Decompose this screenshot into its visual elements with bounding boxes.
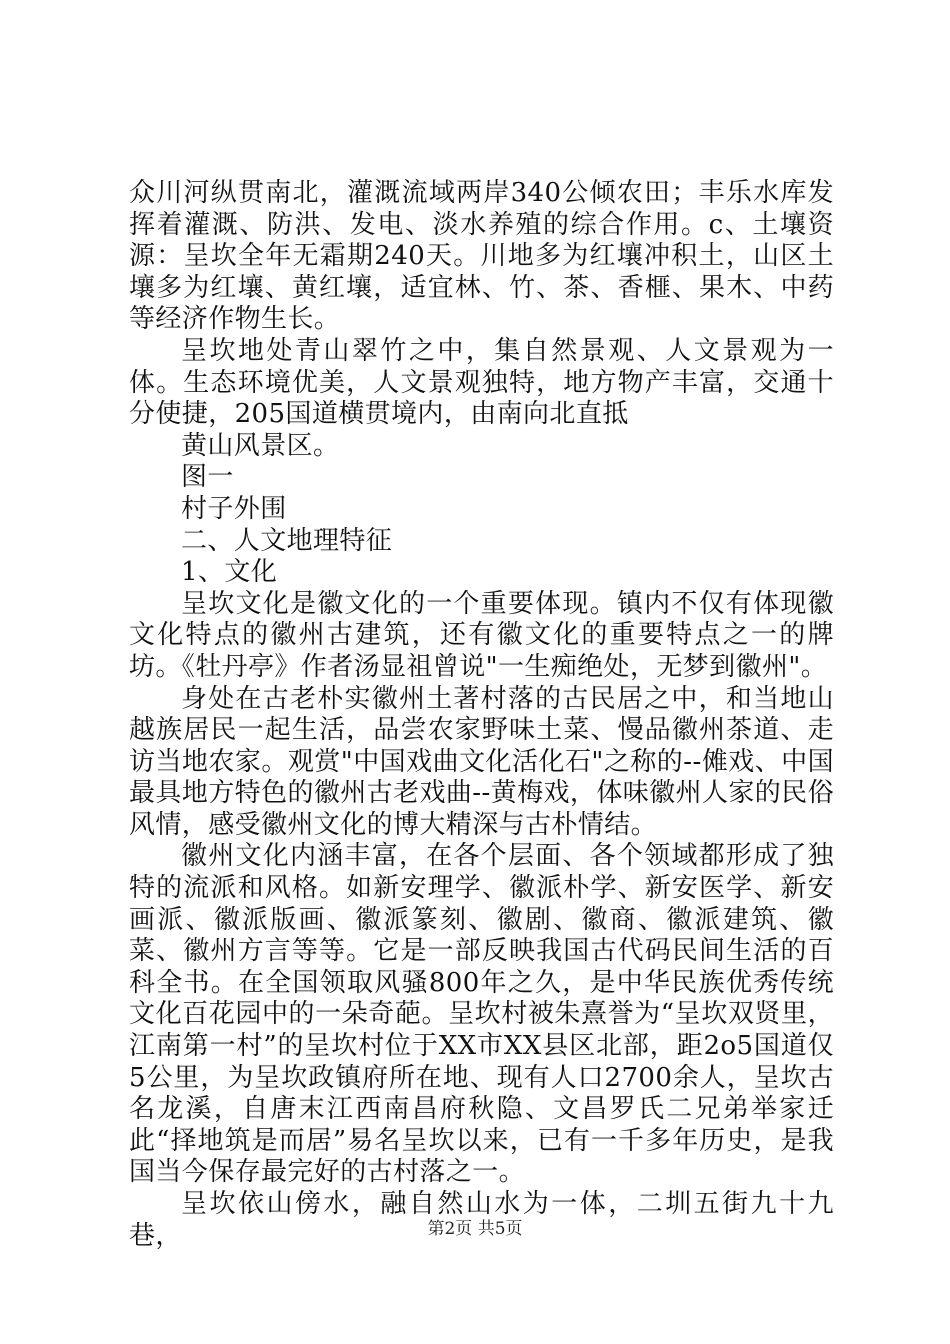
paragraph-folk-life: 身处在古老朴实徽州土著村落的古民居之中，和当地山越族居民一起生活，品尝农家野味土菜、慢品徽州茶道、走访当地农家。观赏"中国戏曲文化活化石"之称的--傩戏、中国最具地方特色的徽州古老戏曲--黄梅戏，体味徽州人家的民俗风情，感受徽州文化的博大精深与古朴情结。 xyxy=(129,683,834,840)
paragraph-huangshan: 黄山风景区。 xyxy=(181,430,340,461)
paragraph-irrigation: 众川河纵贯南北，灌溉流域两岸340公倾农田；丰乐水库发挥着灌溉、防洪、发电、淡水养殖的综合作用。c、土壤资源：呈坎全年无霜期240天。川地多为红壤冲积土，山区土壤多为红壤、黄红壤，适宜林、竹、茶、香榧、果木、中药等经济作物生长。 xyxy=(129,178,834,335)
subsection-heading-culture: 1、文化 xyxy=(181,557,278,588)
section-heading-humanities: 二、人文地理特征 xyxy=(181,525,393,556)
document-body xyxy=(129,178,834,1252)
paragraph-scenery: 呈坎地处青山翠竹之中，集自然景观、人文景观为一体。生态环境优美，人文景观独特，地方物产丰富，交通十分使捷，205国道横贯境内，由南向北直抵 xyxy=(129,335,834,430)
paragraph-village-layout: 呈坎依山傍水，融自然山水为一体，二圳五街九十九巷， xyxy=(129,1189,834,1251)
paragraph-huizhou-culture: 徽州文化内涵丰富，在各个层面、各个领域都形成了独特的流派和风格。如新安理学、徽派朴学、新安医学、新安画派、徽派版画、徽派篆刻、徽剧、徽商、徽派建筑、徽菜、徽州方言等等。它是一部反映我国古代码民间生活的百科全书。在全国领取风骚800年之久，是中华民族优秀传统文化百花园中的一朵奇葩。呈坎村被朱熹誉为“呈坎双贤里，江南第一村”的呈坎村位于XX市XX县区北部，距2o5国道仅5公里，为呈坎政镇府所在地、现有人口2700余人，呈坎古名龙溪，自唐末江西南昌府秋隐、文昌罗氏二兄弟举家迁此“择地筑是而居”易名呈坎以来，已有一千多年历史，是我国当今保存最完好的古村落之一。 xyxy=(129,841,834,1188)
paragraph-culture-intro: 呈坎文化是徽文化的一个重要体现。镇内不仅有体现徽文化特点的徽州古建筑，还有徽文化的重要特点之一的牌坊。《牡丹亭》作者汤显祖曾说"一生痴绝处，无梦到徽州"。 xyxy=(129,588,834,682)
figure-caption-text: 村子外围 xyxy=(181,493,287,524)
page-number: 第2页 共5页 xyxy=(427,1219,523,1239)
figure-caption-label: 图一 xyxy=(181,462,234,493)
